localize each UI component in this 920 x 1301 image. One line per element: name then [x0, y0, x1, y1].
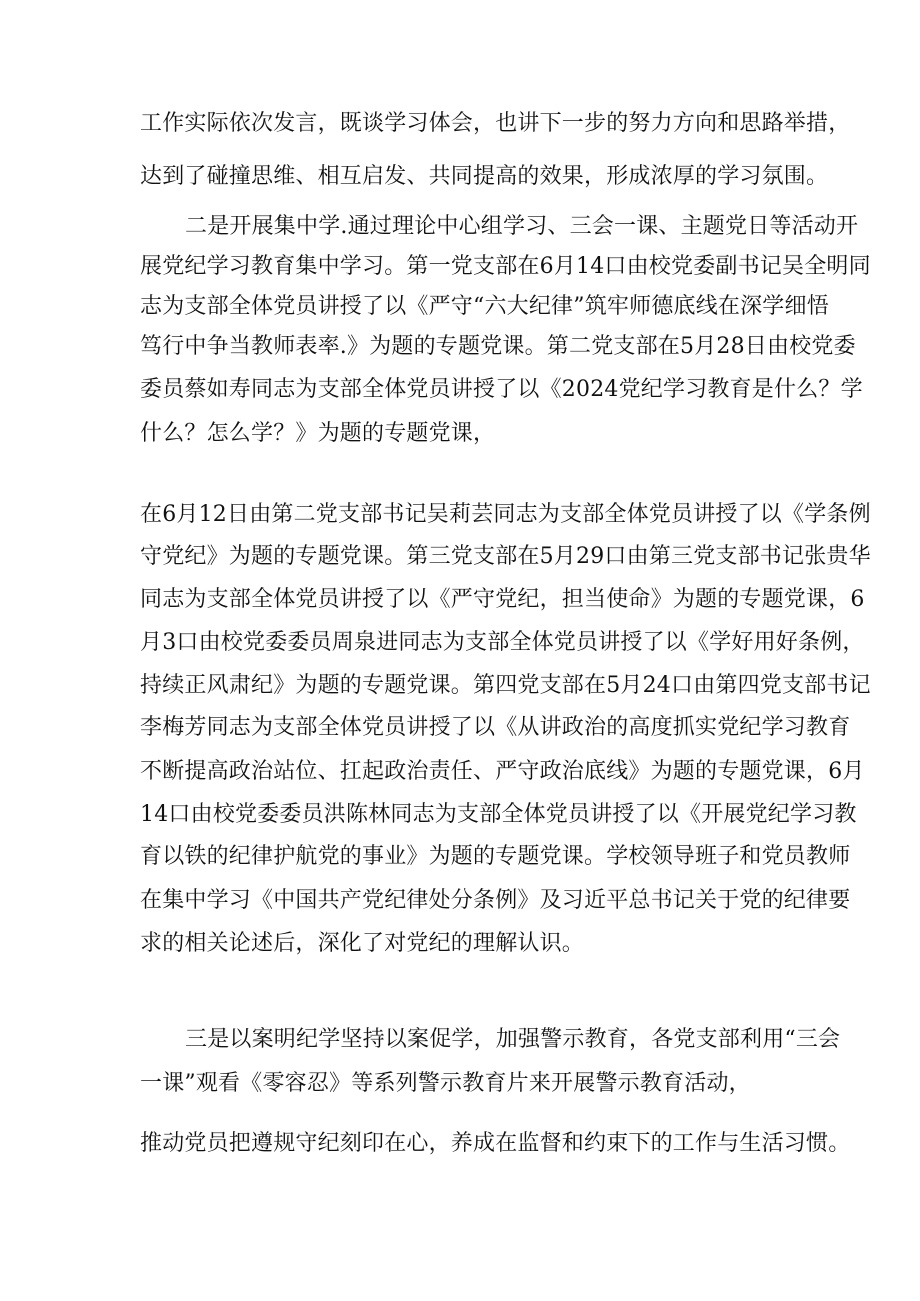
- text-line: 在6月12日由第二党支部书记吴莉芸同志为支部全体党员讲授了以《学条例: [140, 502, 871, 527]
- text-line: 志为支部全体党员讲授了以《严守“六大纪律”筑牢师德底线在深学细悟: [140, 294, 829, 319]
- text-line: 展党纪学习教育集中学习。第一党支部在6月14口由校党委副书记吴全明同: [140, 254, 871, 279]
- text-line: 14口由校党委委员洪陈林同志为支部全体党员讲授了以《开展党纪学习教: [140, 802, 857, 827]
- text-line: 笃行中争当教师表率.》为题的专题党课。第二党支部在5月28日由校党委: [140, 334, 856, 359]
- text-line: 工作实际依次发言，既谈学习体会，也讲下一步的努力方向和思路举措，: [140, 111, 851, 136]
- text-line: 委员蔡如寿同志为支部全体党员讲授了以《2024党纪学习教育是什么？学: [140, 377, 863, 402]
- paragraph-3-start: 三是以案明纪学坚持以案促学，加强警示教育，各党支部利用“三会: [185, 1027, 841, 1052]
- text-line: 同志为支部全体党员讲授了以《严守党纪，担当使命》为题的专题党课，6: [140, 587, 865, 612]
- text-line: 达到了碰撞思维、相互启发、共同提高的效果，形成浓厚的学习氛围。: [140, 164, 829, 189]
- paragraph-2-start: 二是开展集中学.通过理论中心组学习、三会一课、主题党日等活动开: [185, 214, 859, 239]
- text-line: 李梅芳同志为支部全体党员讲授了以《从讲政治的高度抓实党纪学习教育: [140, 715, 851, 740]
- text-line: 推动党员把遵规守纪刻印在心，养成在监督和约束下的工作与生活习惯。: [140, 1131, 851, 1156]
- text-line: 守党纪》为题的专题党课。第三党支部在5月29口由第三党支部书记张贵华: [140, 544, 871, 569]
- text-line: 不断提高政治站位、扛起政治责任、严守政治底线》为题的专题党课，6月: [140, 759, 865, 784]
- text-line: 一课”观看《零容忍》等系列警示教育片来开展警示教育活动，: [140, 1071, 751, 1096]
- text-line: 持续正风肃纪》为题的专题党课。第四党支部在5月24口由第四党支部书记: [140, 673, 871, 698]
- text-line: 在集中学习《中国共产党纪律处分条例》及习近平总书记关于党的纪律要: [140, 888, 851, 913]
- text-line: 月3口由校党委委员周泉进同志为支部全体党员讲授了以《学好用好条例，: [140, 630, 865, 655]
- text-line: 求的相关论述后，深化了对党纪的理解认识。: [140, 931, 585, 956]
- text-line: 什么？怎么学？》为题的专题党课，: [140, 421, 496, 446]
- text-line: 育以铁的纪律护航党的事业》为题的专题党课。学校领导班子和党员教师: [140, 844, 851, 869]
